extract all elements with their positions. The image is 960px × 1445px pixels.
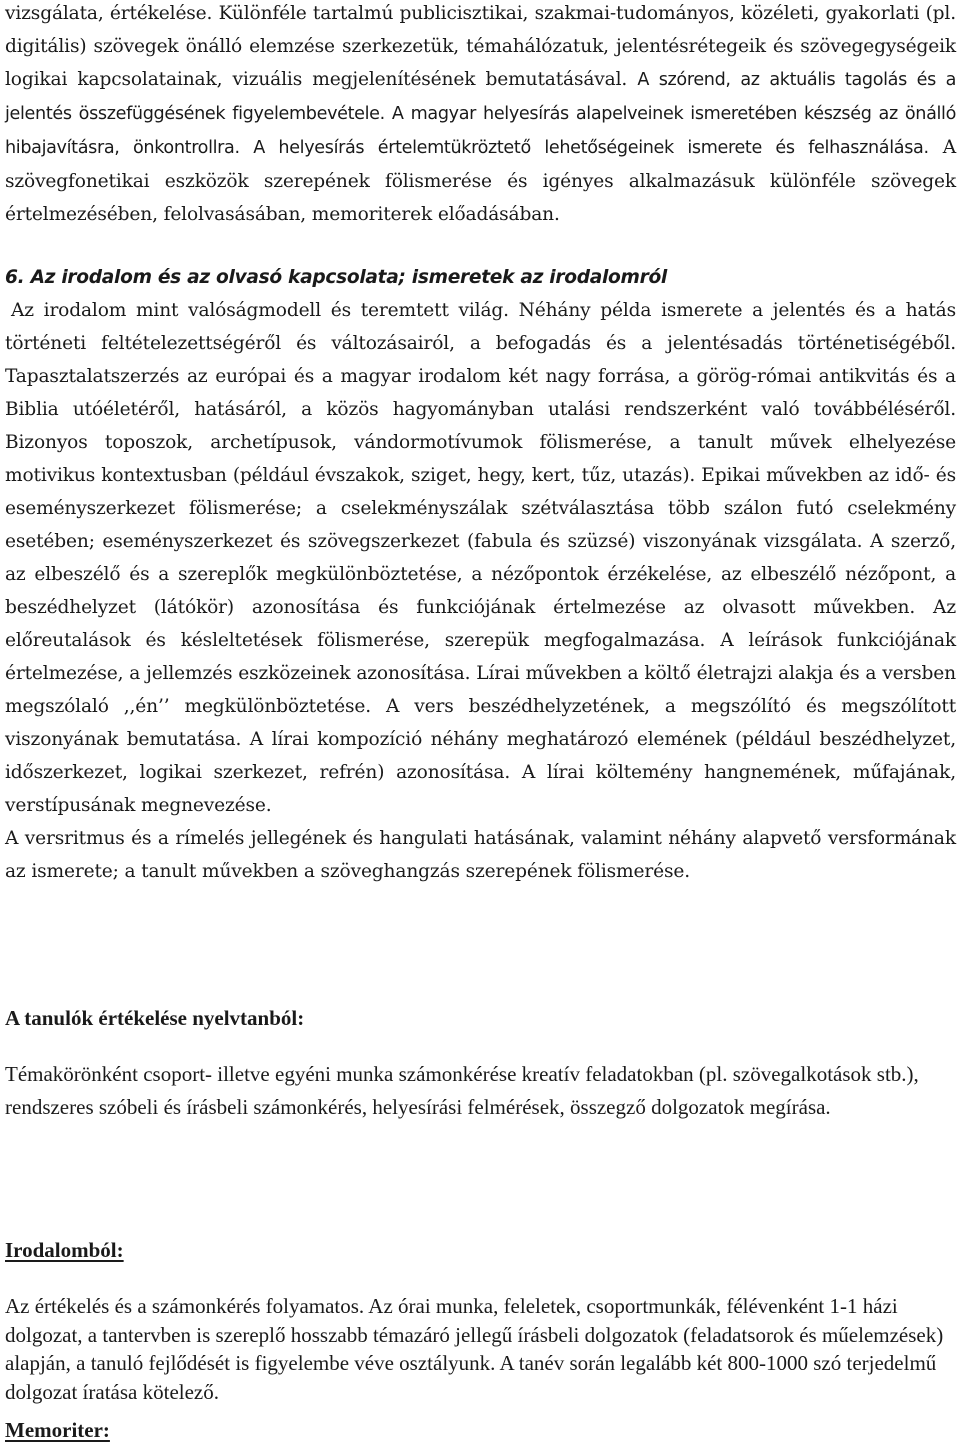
text-sentence: A szórend, az aktuális tagolás és a jelentés összefüggésének figyelembevétele. A magyar helyesírás alapelveinek ismeretében készség az önálló hibajavításra, önkontrollra. A helyesírás értelemtükröztető lehetőségeinek ismerete és felhasználása. xyxy=(5,70,957,158)
text-sentence: A vers beszédhelyzetének, a megszólító és megszólított viszonyának bemutatása. xyxy=(5,696,957,750)
section-title-memoriter: Memoriter: xyxy=(5,1418,110,1442)
section-title-irodalom: Irodalomból: xyxy=(5,1238,124,1262)
text-sentence: Az előreutalások és késleltetések fölismerése, szerepük megfogalmazása. xyxy=(5,597,956,651)
text-sentence: Epikai művekben az idő- és eseményszerkezet fölismerése; a cselekményszálak szétválasztása több szálon futó cselekmény esetében; eseményszerkezet és szövegszerkezet (fabula és szüzsé) viszonyának vizsgálata. xyxy=(5,465,957,552)
text-sentence: A szerző, az elbeszélő és a szereplők megkülönböztetése, a nézőpontok érzékelése, az elbeszélő nézőpont, a beszédhelyzet (látókör) azonosítása és funkciójának értelmezése az olvasott művekben. xyxy=(5,531,956,618)
text-sentence: Lírai művekben a költő életrajzi alakja és a versben megszólaló ,,én’’ megkülönböztetése. xyxy=(5,663,956,717)
paragraph-szovegek-elemzese xyxy=(5,0,956,231)
section-heading-6: 6. Az irodalom és az olvasó kapcsolata; ismeretek az irodalomról xyxy=(5,267,668,288)
text-sentence: Az irodalom mint valóságmodell és teremtett világ. xyxy=(11,300,509,321)
section-6-body xyxy=(5,294,956,888)
text-sentence: Tapasztalatszerzés az európai és a magyar irodalom két nagy forrása, a görög-római antikvitás és a Biblia utóéletéről, hatásáról, a közös hagyományban utalási rendszerként való továbbéléséről. xyxy=(5,366,956,420)
paragraph-irodalom-olvaso xyxy=(5,294,956,822)
text-sentence: vizsgálata, értékelése. Különféle tartalmú publicisztikai, szakmai-tudományos, közéleti, gyakorlati (pl. digitális) szövegek önálló elemzése szerkezetük, témahálózatuk, jelentésrétegeik és szövegegységeik logikai kapcsolatainak, vizuális megjelenítésének bemutatásával. xyxy=(5,3,956,90)
text-sentence: A szövegfonetikai eszközök szerepének fölismerése és igényes alkalmazásuk különféle szövegek értelmezésében, felolvasásában, memoriterek előadásában. xyxy=(5,137,956,225)
text-sentence: A leírások funkciójának értelmezése, a jellemzés eszközeinek azonosítása. xyxy=(5,630,957,684)
paragraph-irodalom-ertekeles: Az értékelés és a számonkérés folyamatos. Az órai munka, feleletek, csoportmunkák, félévenként 1-1 házi dolgozat, a tantervben is szereplő hosszabb témazáró jellegű írásbeli dolgozatok (feladatsorok és műelemzések) alapján, a tanuló fejlődését is figyelembe véve osztályunk. A tanév során legalább két 800-1000 szó terjedelmű dolgozat íratása kötelező. xyxy=(5,1294,944,1404)
text-sentence: A lírai kompozíció néhány meghatározó elemének (például beszédhelyzet, időszerkezet, logikai szerkezet, refrén) azonosítása. xyxy=(5,729,956,783)
text-sentence: A lírai költemény hangnemének, műfajának, verstípusának megnevezése. xyxy=(5,762,956,816)
paragraph-nyelvtan-ertekeles: Témakörönként csoport- illetve egyéni munka számonkérése kreatív feladatokban (pl. szövegalkotások stb.), rendszeres szóbeli és írásbeli számonkérés, helyesírási felmérések, összegző dolgozatok megírása. xyxy=(5,1062,919,1119)
section-title-nyelvtan: A tanulók értékelése nyelvtanból: xyxy=(5,1006,305,1030)
text-sentence: Néhány példa ismerete a jelentés és a hatás történeti feltételezettségéről és változásairól, a befogadás és a jelentésadás történetiségéből. xyxy=(5,300,956,354)
paragraph-versritmus: A versritmus és a rímelés jellegének és hangulati hatásának, valamint néhány alapvető versformának az ismerete; a tanult művekben a szöveghangzás szerepének fölismerése. xyxy=(5,828,956,882)
text-sentence: Bizonyos toposzok, archetípusok, vándormotívumok fölismerése, a tanult művek elhelyezése motivikus kontextusban (például évszakok, sziget, hegy, kert, tűz, utazás). xyxy=(5,432,956,486)
